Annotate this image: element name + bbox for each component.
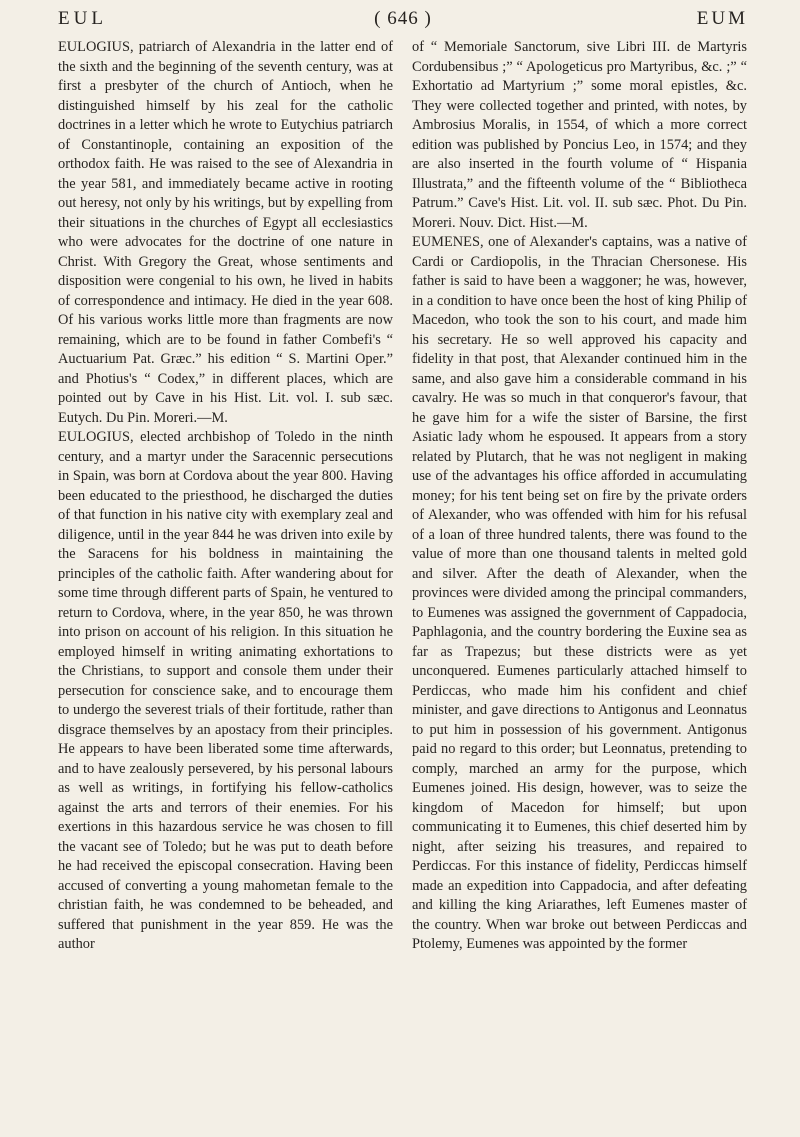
entry-eulogius-archbishop: EULOGIUS, elected archbishop of Toledo in the ninth century, and a martyr under the Saracennic persecutions in Spain, was born at Cordova about the year 800. Having been educated to the priesthood, he discharged the duties of that function in his native city with exemplary zeal and diligence, until in the year 844 he was driven into exile by the Saracens for his boldness in maintaining the principles of the catholic faith. After wandering about for some time through different parts of Spain, he ventured to return to Cordova, where, in the year 850, he was thrown into prison on account of his religion. In this situation he employed himself in writing animating exhortations to the Christians, to support and console them under their persecution for conscience sake, and to encourage them to undergo the severest trials of their fortitude, rather than disgrace themselves by an apostacy from their principles. He appears to have been liberated some time afterwards, and to have zealously persevered, by his personal labours as well as writings, in fortifying his fellow-catholics against the arts and terrors of their enemies. For his exertions in this hazardous service he was chosen to fill the vacant see of Toledo; but he was put to death before he had received the episcopal consecration. Having been accused of converting a young mahometan female to the christian faith, he was condemned to be beheaded, and suffered that punishment in the year 859. He was the author xyxy=(58,429,393,952)
entry-eulogius-archbishop-continued: of “ Memoriale Sanctorum, sive Libri III. de Martyris Cordubensibus ;” “ Apologeticus pro Martyribus, &c. ;” “ Exhortatio ad Martyrium ;” some moral epistles, &c. They were collected together and printed, with notes, by Ambrosius Moralis, in 1554, of which a more correct edition was published by Poncius Leo, in 1574; and they are also inserted in the fourth volume of “ Hispania Illustrata,” and the fifteenth volume of the “ Bibliotheca Patrum.” Cave's Hist. Lit. vol. II. sub sæc. Phot. Du Pin. Moreri. Nouv. Dict. Hist.—M. xyxy=(412,39,747,231)
page-number: ( 646 ) xyxy=(374,8,432,29)
right-column xyxy=(412,38,747,955)
header-left-keyword: EUL xyxy=(58,8,107,29)
left-column xyxy=(58,38,393,955)
header-right-keyword: EUM xyxy=(696,8,748,29)
running-header xyxy=(58,8,748,34)
entry-eumenes: EUMENES, one of Alexander's captains, was a native of Cardi or Cardiopolis, in the Thracian Chersonese. His father is said to have been a waggoner; he was, however, in a condition to have once been the host of king Philip of Macedon, who took the son to his court, and made him his secretary. He so well approved his capacity and fidelity in that post, that Alexander continued him in the same, and also gave him a considerable command in his cavalry. He was so much in that conqueror's favour, that he gave him for a wife the sister of Barsine, the first Asiatic lady whom he espoused. It appears from a story related by Plutarch, that he was not negligent in making use of the advantages his office afforded in accumulating money; for his tent being set on fire by the private orders of Alexander, who was offended with him for his refusal of a loan of three hundred talents, there was found to the value of more than one thousand talents in melted gold and silver. After the death of Alexander, when the provinces were divided among the principal commanders, to Eumenes was assigned the government of Cappadocia, Paphlagonia, and the country bordering the Euxine sea as far as Trapezus; but these districts were as yet unconquered. Eumenes particularly attached himself to Perdiccas, who made him his confident and chief minister, and gave directions to Antigonus and Leonnatus to put him in possession of his government. Antigonus paid no regard to this order; but Leonnatus, pretending to comply, marched an army for the purpose, which Eumenes joined. His design, however, was to seize the kingdom of Macedon for himself; but upon communicating it to Eumenes, this chief deserted him by night, after seizing his treasures, and repaired to Perdiccas. For this instance of fidelity, Perdiccas himself made an expedition into Cappadocia, and after defeating and killing the king Ariarathes, left Eumenes master of the country. When war broke out between Perdiccas and Ptolemy, Eumenes was appointed by the former xyxy=(412,234,747,952)
entry-eulogius-patriarch: EULOGIUS, patriarch of Alexandria in the latter end of the sixth and the beginning of the seventh century, was at first a presbyter of the church of Antioch, when he distinguished himself by his zeal for the catholic doctrines in a letter which he wrote to Eutychius patriarch of Constantinople, containing an exposition of the orthodox faith. He was raised to the see of Alexandria in the year 581, and immediately became active in rooting out heresy, not only by his writings, but by expelling from their situations in the churches of Egypt all ecclesiastics who were advocates for the doctrine of one nature in Christ. With Gregory the Great, whose sentiments and disposition were congenial to his own, he lived in habits of correspondence and intimacy. He died in the year 608. Of his various works little more than fragments are now remaining, which are to be found in father Combefi's “ Auctuarium Pat. Græc.” his edition “ S. Martini Oper.” and Photius's “ Codex,” in different places, which are pointed out by Cave in his Hist. Lit. vol. I. sub sæc. Eutych. Du Pin. Moreri.—M. xyxy=(58,39,393,426)
